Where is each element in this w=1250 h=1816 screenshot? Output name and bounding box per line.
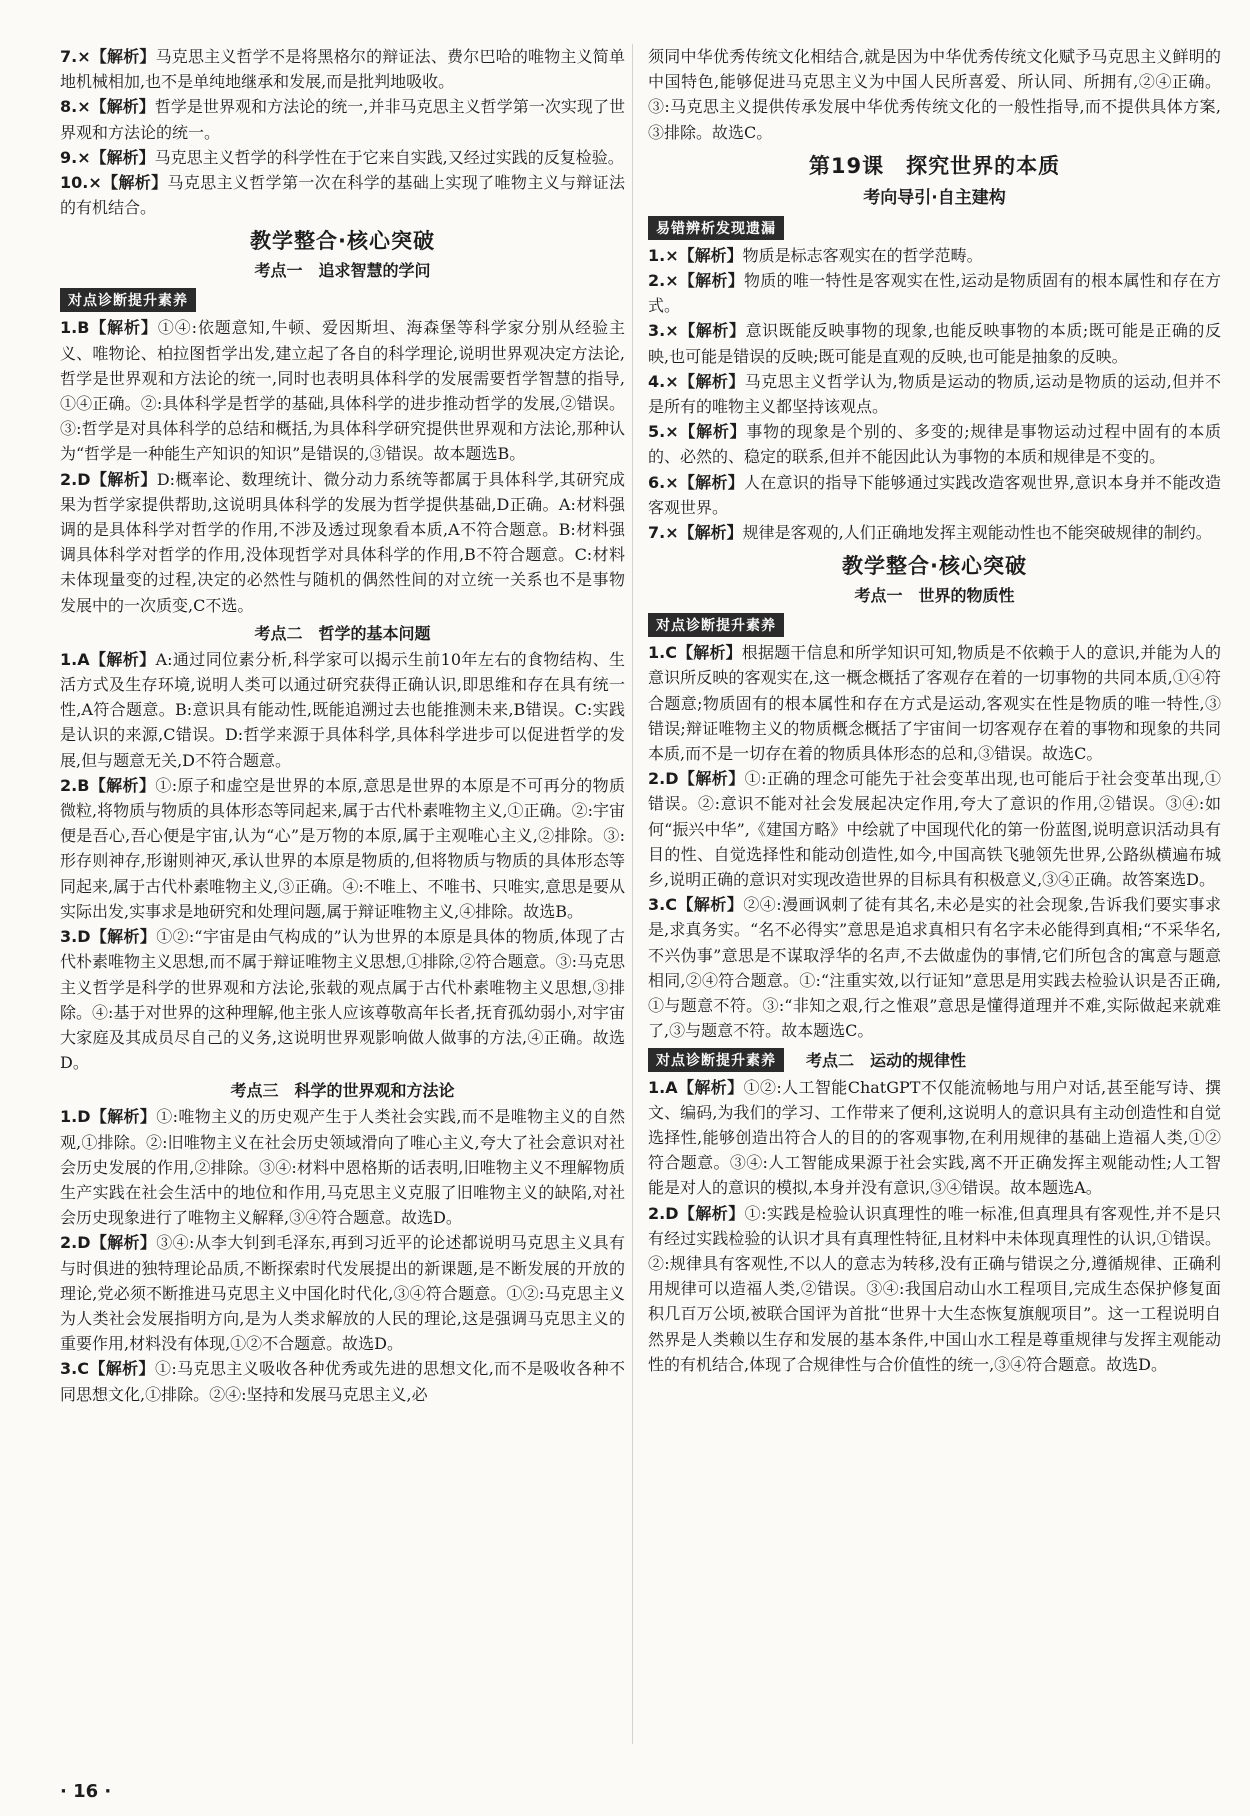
analysis-tag: 【解析】 — [90, 1107, 157, 1127]
analysis-tag: 【解析】 — [678, 1203, 745, 1223]
answer-text: ①:原子和虚空是世界的本原,意思是世界的本原是不可再分的物质微粒,将物质与物质的具体形态等同起来,属于古代朴素唯物主义,①正确。②:宇宙便是吾心,吾心便是宇宙,认为“心”是万物的本原,属于主观唯心主义,②排除。③:形存则神存,形谢则神灭,承认世界的本原是物质的,但将物质与物质的具体形态等同起来,属于古代朴素唯物主义,③正确。④:不唯上、不唯书、只唯实,意思是要从实际出发,实事求是地研究和处理问题,属于辩证唯物主义,④排除。故选B。 — [60, 775, 625, 921]
answer-number: 1.D — [60, 1107, 91, 1127]
answer-item — [60, 145, 625, 170]
answer-text: 规律是客观的,人们正确地发挥主观能动性也不能突破规律的制约。 — [742, 523, 1212, 543]
analysis-tag: 【解析】 — [678, 371, 745, 391]
badge-left-1: 对点诊断提升素养 — [60, 288, 196, 312]
answer-text: 人在意识的指导下能够通过实践改造客观世界,意识本身并不能改造客观世界。 — [648, 472, 1221, 517]
answer-number: 3.D — [60, 927, 91, 947]
answer-number: 1.B — [60, 318, 90, 338]
answer-number: 3.C — [60, 1359, 89, 1379]
right-error-answers — [648, 243, 1221, 545]
lesson-subtitle: 考向导引·自主建构 — [863, 187, 1006, 208]
analysis-tag: 【解析】 — [90, 927, 157, 947]
analysis-tag: 【解析】 — [676, 643, 742, 663]
answer-number: 3.× — [648, 321, 679, 341]
answer-text: ①②:人工智能ChatGPT不仅能流畅地与用户对话,甚至能写诗、撰文、编码,为我们的学习、工作带来了便利,这说明人的意识具有主动创造性和自觉选择性,能够创造出符合人的目的的客观事物,在利用规律的基础上造福人类,①②符合题意。③④:人工智能成果源于社会实践,离不开正确发挥主观能动性;人工智能是对人的意识的模拟,本身并没有意识,③④错误。故本题选A。 — [648, 1077, 1221, 1198]
answer-text: 马克思主义哲学第一次在科学的基础上实现了唯物主义与辩证法的有机结合。 — [60, 173, 625, 218]
answer-text: ①:实践是检验认识真理性的唯一标准,但真理具有客观性,并不是只有经过实践检验的认识才具有真理性特征,且材料中未体现真理性的认识,①错误。②:规律具有客观性,不以人的意志为转移,没有正确与错误之分,遵循规律、正确利用规律可以造福人类,②错误。③④:我国启动山水工程项目,完成生态保护修复面积几百万公顷,被联合国评为首批“世界十大生态恢复旗舰项目”。这一工程说明自然界是人类赖以生存和发展的基本条件,中国山水工程是尊重规律与发挥主观能动性的有机结合,体现了合规律性与合价值性的统一,③④符合题意。故选D。 — [648, 1203, 1221, 1374]
analysis-tag: 【解析】 — [90, 1233, 157, 1253]
answer-number: 3.C — [648, 895, 677, 915]
answer-text: 马克思主义哲学不是将黑格尔的辩证法、费尔巴哈的唯物主义简单地机械相加,也不是单纯地继承和发展,而是批判地吸收。 — [60, 47, 625, 92]
answer-item — [60, 1356, 625, 1406]
answer-item — [648, 766, 1221, 892]
answer-number: 2.× — [648, 271, 679, 291]
badge-right-1: 对点诊断提升素养 — [648, 613, 784, 637]
answer-text: 意识既能反映事物的现象,也能反映事物的本质;既可能是正确的反映,也可能是错误的反映;既可能是直观的反映,也可能是抽象的反映。 — [648, 321, 1221, 366]
answer-item — [648, 640, 1221, 766]
answer-text: 物质的唯一特性是客观实在性,运动是物质固有的根本属性和存在方式。 — [648, 271, 1221, 316]
analysis-tag: 【解析】 — [678, 472, 744, 492]
answer-number: 6.× — [648, 472, 679, 492]
answer-number: 2.D — [60, 1233, 91, 1253]
answer-number: 8.× — [60, 97, 91, 117]
analysis-tag: 【解析】 — [88, 1359, 155, 1379]
answer-text: ③④:从李大钊到毛泽东,再到习近平的论述都说明马克思主义具有与时俱进的独特理论品质,不断探索时代发展提出的新课题,是不断发展的开放的理论,党必须不断推进马克思主义中国化时代化,③④符合题意。①②:马克思主义为人类社会发展指明方向,是为人类求解放的人民的理论,这是强调马克思主义的重要作用,材料没有体现,①②不合题意。故选D。 — [60, 1233, 625, 1354]
analysis-tag: 【解析】 — [676, 895, 744, 915]
answer-item — [648, 520, 1221, 545]
answer-item — [648, 369, 1221, 419]
answer-item — [648, 1075, 1221, 1201]
answer-item — [648, 470, 1221, 520]
analysis-tag: 【解析】 — [677, 1077, 744, 1097]
analysis-tag: 【解析】 — [90, 469, 157, 489]
answer-number: 1.A — [648, 1077, 678, 1097]
answer-text: D:概率论、数理统计、微分动力系统等都属于具体科学,其研究成果为哲学家提供帮助,这说明具体科学的发展为哲学提供基础,D正确。A:材料强调的是具体科学对哲学的作用,不涉及透过现象看本质,A不符合题意。B:材料强调具体科学对哲学的作用,没体现哲学对具体科学的作用,B不符合题意。C:材料未体现量变的过程,决定的必然性与随机的偶然性间的对立统一关系也不是事物发展中的一次质变,C不选。 — [60, 469, 625, 615]
point2-header-right — [648, 1044, 1221, 1075]
analysis-tag: 【解析】 — [678, 321, 746, 341]
section-title-right: 教学整合·核心突破 — [842, 554, 1027, 579]
analysis-tag: 【解析】 — [678, 523, 743, 543]
analysis-tag: 【解析】 — [90, 97, 155, 117]
left-point3-answers — [60, 1104, 625, 1406]
answer-text: 哲学是世界观和方法论的统一,并非马克思主义哲学第一次实现了世界观和方法论的统一。 — [60, 97, 625, 142]
answer-text: ①:唯物主义的历史观产生于人类社会实践,而不是唯物主义的自然观,①排除。②:旧唯物主义在社会历史领域滑向了唯心主义,夸大了社会意识对社会历史发展的作用,②排除。③④:材料中恩格斯的话表明,旧唯物主义不理解物质生产实践在社会生活中的地位和作用,马克思主义克服了旧唯物主义的缺陷,对社会历史现象进行了唯物主义解释,③④符合题意。故选D。 — [60, 1107, 625, 1228]
answer-item — [60, 1230, 625, 1356]
page-number: · 16 · — [60, 1781, 112, 1802]
answer-number: 1.× — [648, 245, 679, 265]
answer-text: 事物的现象是个别的、多变的;规律是事物运动过程中固有的本质的、必然的、稳定的联系,但并不能因此认为事物的本质和规律是不变的。 — [648, 422, 1221, 467]
left-point1-answers — [60, 315, 625, 617]
badge-right-2: 对点诊断提升素养 — [648, 1048, 784, 1072]
answer-text: 根据题干信息和所学知识可知,物质是不依赖于人的意识,并能为人的意识所反映的客观实在,这一概念概括了客观存在着的一切事物的共同本质,①④符合题意;物质固有的根本属性和存在方式是运动,客观实在性是物质的唯一特性,③错误;辩证唯物主义的物质概念概括了宇宙间一切客观存在着的事物和现象的共同本质,而不是一切存在着的物质具体形态的总和,③错误。故选C。 — [648, 643, 1221, 764]
column-divider — [632, 44, 633, 1744]
answer-text: ①④:依题意知,牛顿、爱因斯坦、海森堡等科学家分别从经验主义、唯物论、柏拉图哲学出发,建立起了各自的科学理论,说明世界观决定方法论,哲学是世界观和方法论的统一,同时也表明具体科学的发展需要哲学智慧的指导,①④正确。②:具体科学是哲学的基础,具体科学的进步推动哲学的发展,②错误。③:哲学是对具体科学的总结和概括,为具体科学研究提供世界观和方法论,那种认为“哲学是一种能生产知识的知识”是错误的,③错误。故本题选B。 — [60, 318, 625, 464]
answer-number: 2.D — [648, 769, 679, 789]
analysis-tag: 【解析】 — [90, 147, 155, 167]
answer-text: A:通过同位素分析,科学家可以揭示生前10年左右的食物结构、生活方式及生存环境,说明人类可以通过研究获得正确认识,即思维和存在具有统一性,A符合题意。B:意识具有能动性,既能追溯过去也能推测未来,B错误。C:实践是认识的来源,C错误。D:哲学来源于具体科学,具体科学进步可以促进哲学的发展,但与题意无关,D不符合题意。 — [60, 649, 625, 770]
right-column — [648, 44, 1221, 1377]
answer-number: 1.A — [60, 649, 90, 669]
answer-item — [648, 419, 1221, 469]
lesson-title: 第19课 探究世界的本质 — [808, 153, 1061, 178]
answer-item — [648, 892, 1221, 1043]
answer-item — [648, 318, 1221, 368]
section-title-left: 教学整合·核心突破 — [250, 229, 435, 254]
answer-item — [60, 773, 625, 924]
answer-item — [60, 1104, 625, 1230]
analysis-tag: 【解析】 — [89, 649, 156, 669]
analysis-tag: 【解析】 — [678, 769, 745, 789]
answer-item — [60, 467, 625, 618]
continued-text: 须同中华优秀传统文化相结合,就是因为中华优秀传统文化赋予马克思主义鲜明的中国特色,能够促进马克思主义为中国人民所喜爱、所认同、所拥有,②④正确。③:马克思主义提供传承发展中华优秀传统文化的一般性指导,而不提供具体方案,③排除。故选C。 — [648, 47, 1221, 142]
answer-number: 9.× — [60, 147, 91, 167]
answer-item — [60, 170, 625, 220]
answer-number: 1.C — [648, 643, 677, 663]
answer-number: 7.× — [60, 47, 91, 66]
answer-item — [648, 1201, 1221, 1377]
answer-text: ①:正确的理念可能先于社会变革出现,也可能后于社会变革出现,①错误。②:意识不能对社会发展起决定作用,夸大了意识的作用,②错误。③④:如何“振兴中华”,《建国方略》中绘就了中国现代化的第一份蓝图,说明意识活动具有目的性、自觉选择性和能动创造性,如今,中国高铁飞驰领先世界,公路纵横遍布城乡,说明正确的意识对实现改造世界的目标具有积极意义,③④正确。故答案选D。 — [648, 769, 1221, 890]
answer-number: 2.B — [60, 775, 90, 795]
answer-text: 马克思主义哲学认为,物质是运动的物质,运动是物质的运动,但并不是所有的唯物主义都坚持该观点。 — [648, 371, 1221, 417]
answer-item — [648, 268, 1221, 318]
answer-number: 2.D — [648, 1203, 679, 1223]
analysis-tag: 【解析】 — [89, 775, 156, 795]
point1-title-left: 考点一 追求智慧的学问 — [254, 261, 431, 281]
badge-error-analysis: 易错辨析发现遗漏 — [648, 216, 784, 240]
right-point2-answers — [648, 1075, 1221, 1377]
analysis-tag: 【解析】 — [90, 47, 156, 66]
answer-item — [60, 924, 625, 1075]
point2-title-left: 考点二 哲学的基本问题 — [254, 623, 431, 643]
answer-text: ①②:“宇宙是由气构成的”认为世界的本原是具体的物质,体现了古代朴素唯物主义思想,而不属于辩证唯物主义思想,①排除,②符合题意。③:马克思主义哲学是科学的世界观和方法论,张载的观点属于古代朴素唯物主义思想,③排除。④:基于对世界的这种理解,他主张人应该尊敬高年长者,抚育孤幼弱小,对宇宙大家庭及其成员尽自己的义务,这说明世界观影响做人做事的方法,④正确。故选D。 — [60, 927, 625, 1073]
answer-number: 2.D — [60, 469, 91, 489]
answer-item — [60, 647, 625, 773]
answer-text: ②④:漫画讽刺了徒有其名,未必是实的社会现象,告诉我们要实事求是,求真务实。“名不必得实”意思是追求真相只有名字未必能得到真相;“不采华名,不兴伪事”意思是不谋取浮华的名声,不去做虚伪的事情,它们所包含的寓意与题意相同,②④符合题意。①:“注重实效,以行证知”意思是用实践去检验认识是否正确,①与题意不符。③:“非知之艰,行之惟艰”意思是懂得道理并不难,实际做起来就难了,③与题意不符。故本题选C。 — [648, 895, 1221, 1041]
point3-title-left: 考点三 科学的世界观和方法论 — [230, 1081, 455, 1101]
analysis-tag: 【解析】 — [101, 173, 168, 193]
point1-title-right: 考点一 世界的物质性 — [854, 586, 1015, 606]
answer-item — [60, 94, 625, 144]
answer-number: 7.× — [648, 523, 679, 543]
left-column — [60, 44, 625, 1407]
answer-item — [648, 243, 1221, 268]
answer-number: 4.× — [648, 371, 679, 391]
answer-text: 物质是标志客观实在的哲学范畴。 — [742, 245, 983, 265]
answer-item — [60, 315, 625, 466]
analysis-tag: 【解析】 — [89, 318, 158, 338]
answer-item — [60, 44, 625, 94]
answer-number: 5.× — [648, 422, 679, 442]
analysis-tag: 【解析】 — [678, 422, 747, 442]
answer-text: ①:马克思主义吸收各种优秀或先进的思想文化,而不是吸收各种不同思想文化,①排除。②④:坚持和发展马克思主义,必 — [60, 1359, 625, 1404]
right-point1-answers — [648, 640, 1221, 1043]
answer-number: 10.× — [60, 173, 102, 193]
analysis-tag: 【解析】 — [678, 271, 744, 291]
left-top-answers — [60, 44, 625, 220]
left-point2-answers — [60, 647, 625, 1075]
analysis-tag: 【解析】 — [678, 245, 743, 265]
answer-text: 马克思主义哲学的科学性在于它来自实践,又经过实践的反复检验。 — [154, 147, 624, 167]
point2-title-right: 考点二 运动的规律性 — [806, 1050, 967, 1070]
